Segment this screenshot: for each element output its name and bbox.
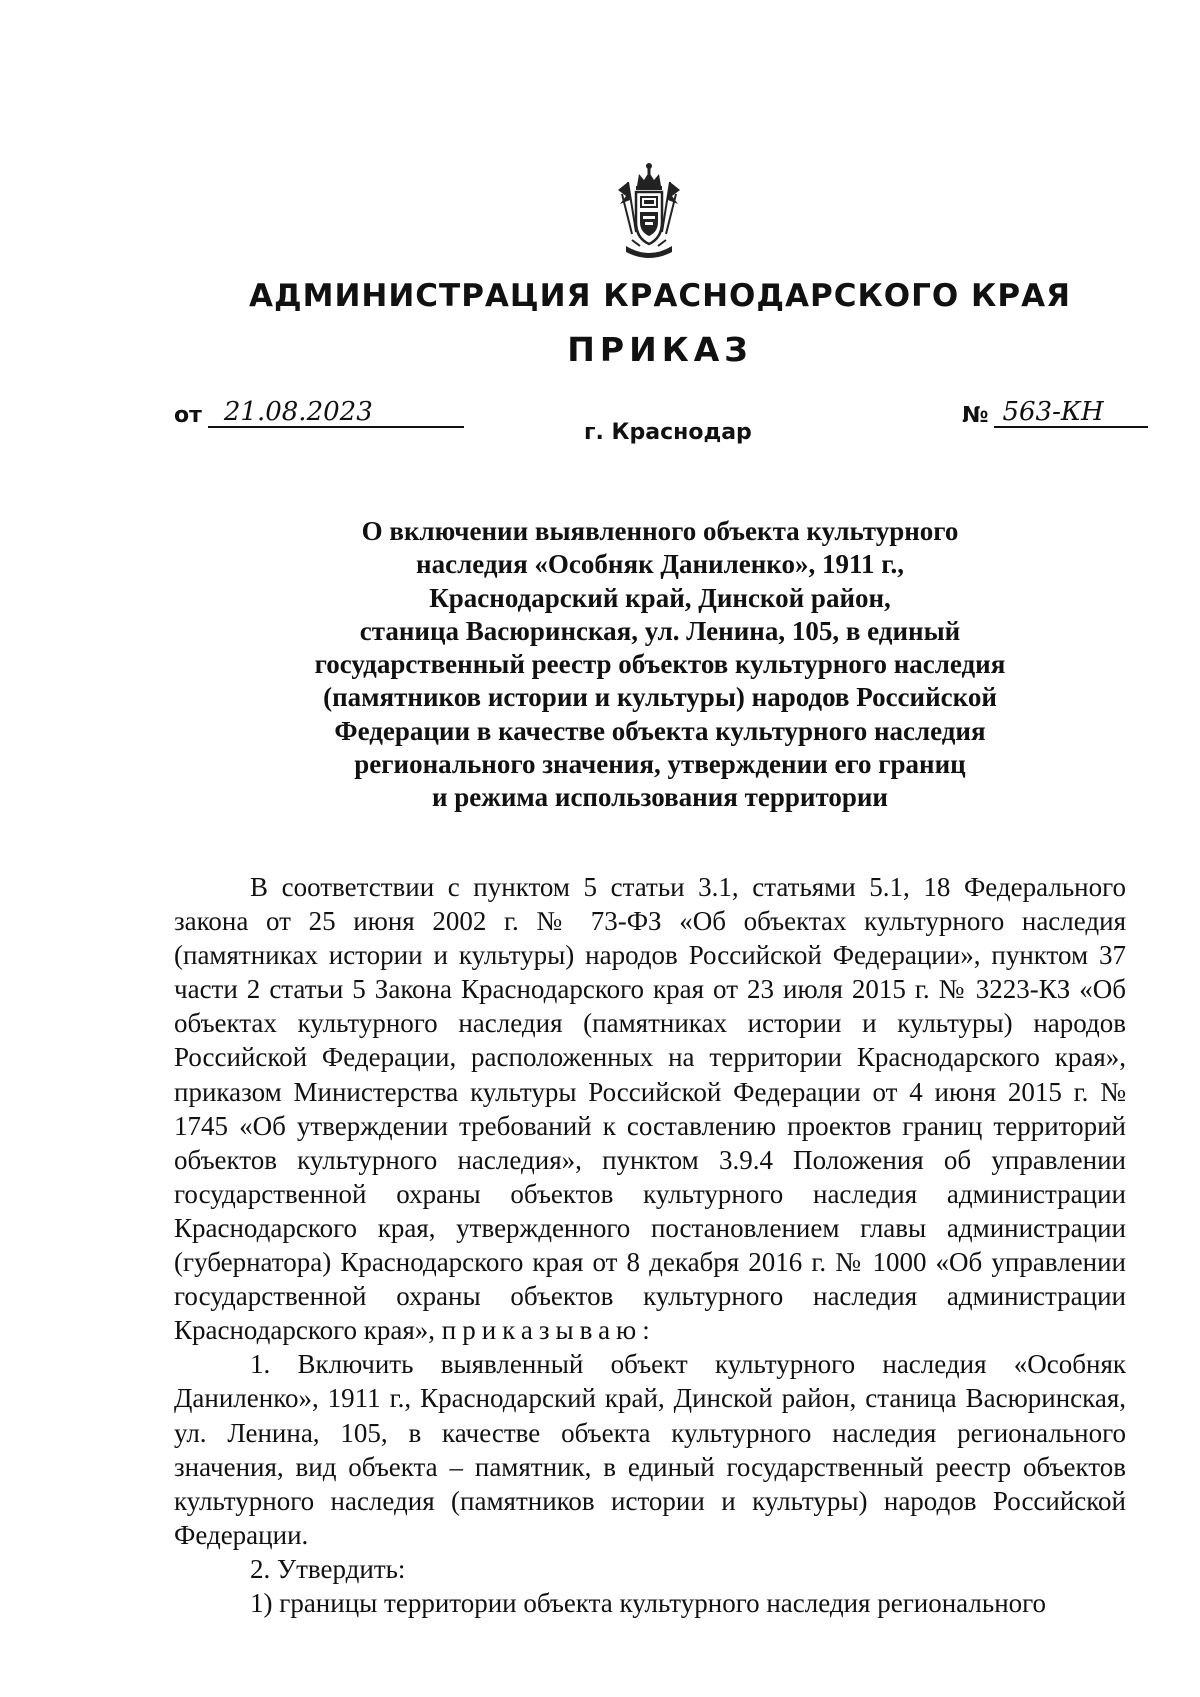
item-2-1-paragraph: 1) границы территории объекта культурного наследия регионального — [250, 1587, 1047, 1618]
order-subject — [230, 515, 1090, 815]
subject-line: О включении выявленного объекта культурного — [361, 516, 959, 546]
subject-line: (памятников истории и культуры) народов Российской — [323, 682, 997, 713]
subject-line: Краснодарский край, Динской район, — [429, 582, 891, 613]
subject-line: и режима использования территории — [431, 782, 888, 813]
number-prefix: № — [962, 403, 989, 428]
order-body — [174, 870, 1126, 1620]
order-word: приказываю: — [441, 1315, 656, 1346]
preamble-text: В соответствии с пунктом 5 статьи 3.1, статьями 5.1, 18 Федерального закона от 25 июня 2002 г. № 73-ФЗ «Об объектах культурного наследия (памятниках истории и культуры) народов Российской Федерации», пунктом 37 части 2 статьи 5 Закона Краснодарского края от 23 июля 2015 г. № 3223-КЗ «Об объектах культурного наследия (памятниках истории и культуры) народов Российской Федерации, расположенных на территории Краснодарского края», приказом Министерства культуры Российской Федерации от 4 июня 2015 г. № 1745 «Об утверждении требований к составлению проектов границ территорий объектов культурного наследия», пунктом 3.9.4 Положения об управлении государственной охраны объектов культурного наследия администрации Краснодарского края, утвержденного постановлением главы администрации (губернатора) Краснодарского края от 8 декабря 2016 г. № 1000 «Об управлении государственной охраны объектов культурного наследия администрации Краснодарского края», — [174, 872, 1126, 1346]
preamble-paragraph — [174, 870, 1126, 1347]
number-line — [962, 398, 1148, 428]
city-label: г. Краснодар — [584, 420, 752, 445]
item-1-paragraph: 1. Включить выявленный объект культурного наследия «Особняк Даниленко», 1911 г., Краснодарский край, Динской район, станица Васюринская, ул. Ленина, 105, в качестве объекта культурного наследия регионального значения, вид объекта – памятник, в единый государственный реестр объектов культурного наследия (памятников истории и культуры) народов Российской Федерации. — [174, 1349, 1126, 1550]
item-2-paragraph: 2. Утвердить: — [250, 1553, 406, 1584]
date-line — [174, 398, 464, 428]
handwritten-number: 563-КН — [994, 398, 1148, 428]
organization-title: АДМИНИСТРАЦИЯ КРАСНОДАРСКОГО КРАЯ — [249, 278, 1071, 314]
subject-line: Федерации в качестве объекта культурного наследия — [334, 715, 986, 746]
document-type-title: ПРИКАЗ — [567, 330, 753, 369]
date-prefix: от — [174, 403, 202, 428]
subject-line: государственный реестр объектов культурного наследия — [314, 649, 1006, 680]
handwritten-date: 21.08.2023 — [208, 398, 464, 428]
subject-line: наследия «Особняк Даниленко», 1911 г., — [416, 549, 904, 580]
subject-line: регионального значения, утверждении его границ — [354, 749, 966, 780]
subject-line: станица Васюринская, ул. Ленина, 105, в единый — [359, 615, 961, 646]
krasnodar-krai-coat-of-arms-icon — [616, 160, 682, 262]
